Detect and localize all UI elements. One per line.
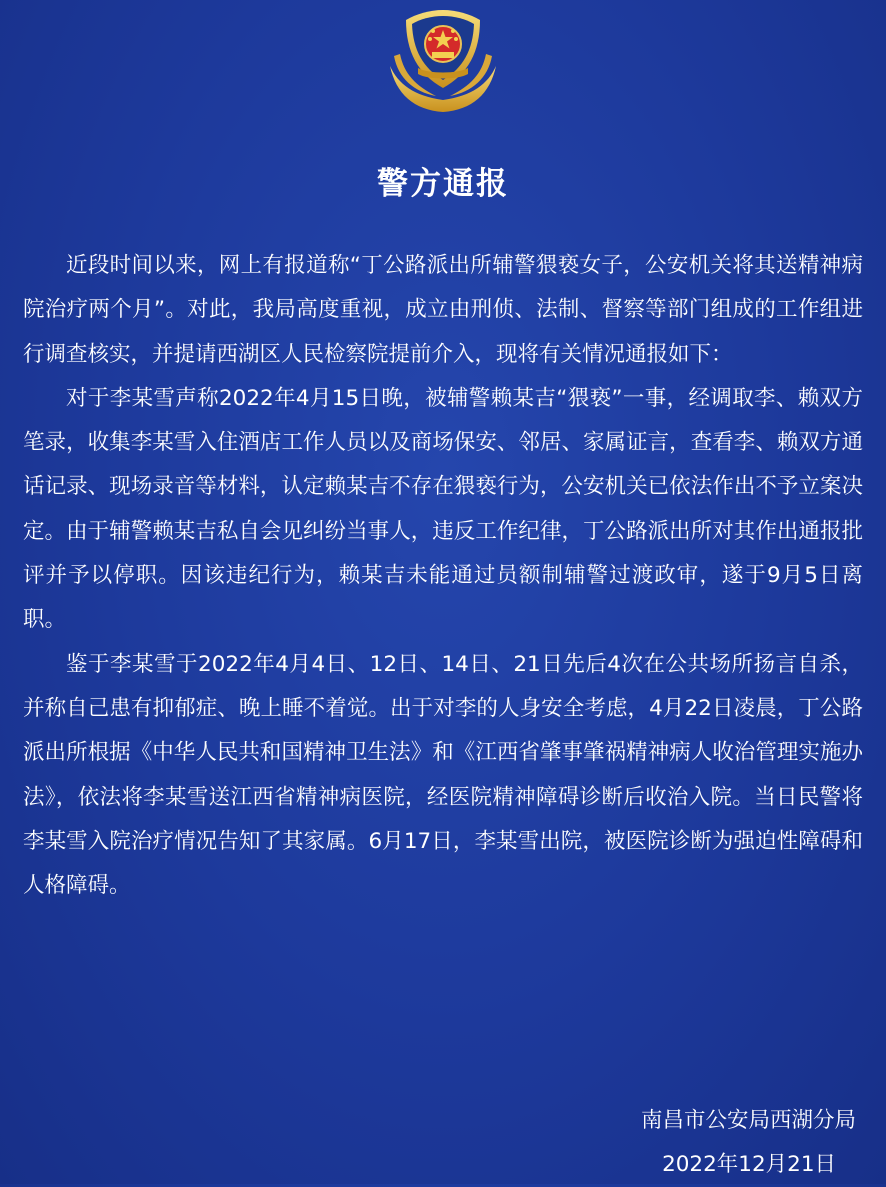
- paragraph: 对于李某雪声称2022年4月15日晚，被辅警赖某吉“猥亵”一事，经调取李、赖双方笔录，收集李某雪入住酒店工作人员以及商场保安、邻居、家属证言，查看李、赖双方通话记录、现场录音等材料，认定赖某吉不存在猥亵行为，公安机关已依法作出不予立案决定。由于辅警赖某吉私自会见纠纷当事人，违反工作纪律，丁公路派出所对其作出通报批评并予以停职。因该违纪行为，赖某吉未能通过员额制辅警过渡政审，遂于9月5日离职。: [23, 385, 863, 633]
- paragraph: 鉴于李某雪于2022年4月4日、12日、14日、21日先后4次在公共场所扬言自杀，并称自己患有抑郁症、晚上睡不着觉。出于对李的人身安全考虑，4月22日凌晨，丁公路派出所根据《中华人民共和国精神卫生法》和《江西省肇事肇祸精神病人收治管理实施办法》，依法将李某雪送江西省精神病医院，经医院精神障碍诊断后收治入院。当日民警将李某雪入院治疗情况告知了其家属。6月17日，李某雪出院，被医院诊断为强迫性障碍和人格障碍。: [23, 651, 863, 899]
- paragraph: 近段时间以来，网上有报道称“丁公路派出所辅警猥亵女子，公安机关将其送精神病院治疗两个月”。对此，我局高度重视，成立由刑侦、法制、督察等部门组成的工作组进行调查核实，并提请西湖区人民检察院提前介入，现将有关情况通报如下：: [23, 253, 863, 367]
- signature-block: [641, 1099, 856, 1187]
- police-emblem-icon: [384, 6, 502, 116]
- issue-date: 2022年12月21日: [662, 1152, 836, 1177]
- notice-body: [23, 244, 863, 908]
- page-title: 警方通报: [377, 166, 509, 202]
- issuer-name: 南昌市公安局西湖分局: [640, 1108, 856, 1133]
